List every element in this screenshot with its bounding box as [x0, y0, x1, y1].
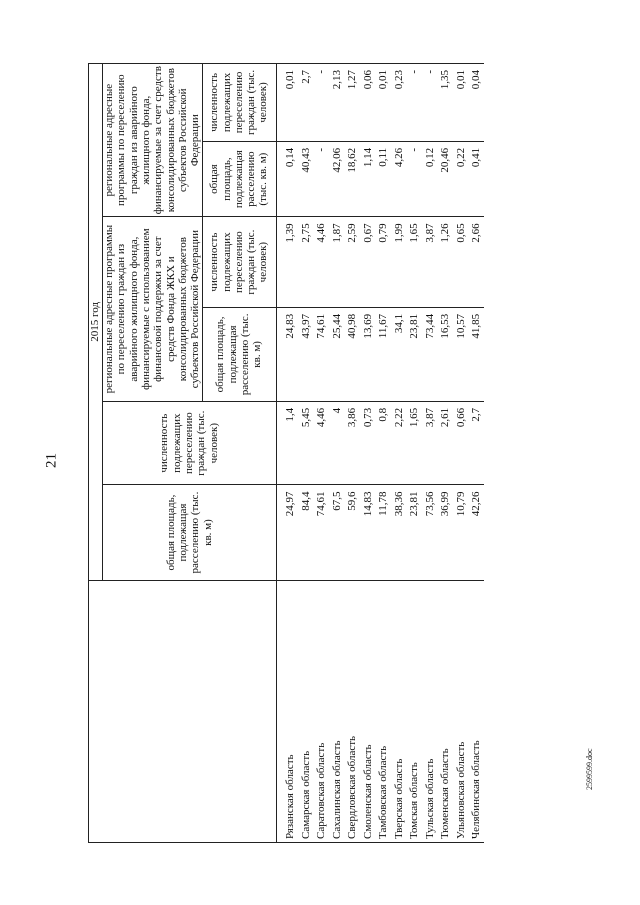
fund-area-cell: 25,44: [329, 307, 345, 401]
budget-people-cell: 0,23: [391, 64, 407, 142]
fund-people-cell: 0,67: [360, 217, 376, 308]
total-area-cell: 74,61: [314, 485, 330, 580]
page-number: 21: [43, 453, 60, 468]
fund-area-cell: 24,83: [276, 307, 298, 401]
fund-area-cell: 73,44: [422, 307, 438, 401]
region-name: Свердловская область: [345, 580, 361, 842]
fund-people-cell: 1,87: [329, 217, 345, 308]
region-name: Ульяновская область: [453, 580, 469, 842]
table-row: [329, 64, 345, 843]
total-area-cell: 67,5: [329, 485, 345, 580]
fund-people-cell: 0,65: [453, 217, 469, 308]
total-area-cell: 10,79: [453, 485, 469, 580]
table-row: [453, 64, 469, 843]
total-area-cell: 11,78: [376, 485, 392, 580]
total-area-cell: 36,99: [438, 485, 454, 580]
fund-area-cell: 43,97: [298, 307, 314, 401]
total-people-cell: 5,45: [298, 401, 314, 485]
fund-area-cell: 74,61: [314, 307, 330, 401]
region-name: Тульская область: [422, 580, 438, 842]
fund-area-cell: 10,57: [453, 307, 469, 401]
budget-people-cell: 0,01: [376, 64, 392, 142]
table-row: [391, 64, 407, 843]
fund-area-cell: 40,98: [345, 307, 361, 401]
region-name: Тверская область: [391, 580, 407, 842]
table-row: [407, 64, 423, 843]
fund-people-cell: 1,99: [391, 217, 407, 308]
budget-area-cell: 18,62: [345, 141, 361, 216]
table-row: [276, 64, 298, 843]
period-header: 2015 год: [89, 64, 103, 581]
total-people-cell: 0,8: [376, 401, 392, 485]
total-people-cell: 2,22: [391, 401, 407, 485]
budget-people-cell: 2,7: [298, 64, 314, 142]
fund-people-cell: 2,59: [345, 217, 361, 308]
region-name: Рязанская область: [276, 580, 298, 842]
budget-people-cell: 0,04: [469, 64, 485, 142]
fund-people-cell: 1,26: [438, 217, 454, 308]
budget-people-cell: 0,01: [276, 64, 298, 142]
fund-area-cell: 41,85: [469, 307, 485, 401]
total-people-cell: 0,66: [453, 401, 469, 485]
total-people-cell: 3,86: [345, 401, 361, 485]
total-people-cell: 0,73: [360, 401, 376, 485]
total-area-cell: 24,97: [276, 485, 298, 580]
budget-people-cell: 0,06: [360, 64, 376, 142]
fund-people-cell: 1,39: [276, 217, 298, 308]
budget-area-cell: 42,06: [329, 141, 345, 216]
budget-people-cell: 0,01: [453, 64, 469, 142]
fund-people-cell: 2,66: [469, 217, 485, 308]
table-row: [314, 64, 330, 843]
budget-area-cell: 1,14: [360, 141, 376, 216]
fund-people-header: численность подлежащих переселению граждан (тыс. человек): [202, 217, 276, 308]
fund-people-cell: 1,65: [407, 217, 423, 308]
total-area-cell: 38,36: [391, 485, 407, 580]
budget-people-cell: -: [407, 64, 423, 142]
table-header: [89, 64, 277, 843]
region-name: Саратовская область: [314, 580, 330, 842]
total-area-cell: 73,56: [422, 485, 438, 580]
budget-area-cell: 0,11: [376, 141, 392, 216]
fund-area-cell: 13,69: [360, 307, 376, 401]
budget-area-cell: -: [314, 141, 330, 216]
budget-area-cell: 0,14: [276, 141, 298, 216]
budget-people-cell: -: [422, 64, 438, 142]
total-people-cell: 4,46: [314, 401, 330, 485]
total-people-cell: 2,7: [469, 401, 485, 485]
fund-people-cell: 3,87: [422, 217, 438, 308]
region-name: Тюменская область: [438, 580, 454, 842]
region-name: Самарская область: [298, 580, 314, 842]
table-row: [298, 64, 314, 843]
fund-programs-header: региональные адресные программы по переселению граждан из аварийного жилищного фонда, финансируемые с использованием финансовой поддержки за счет средств Фонда ЖКХ и консолидированных бюджетов субъектов Российской Федерации: [103, 217, 203, 402]
total-people-cell: 1,4: [276, 401, 298, 485]
total-area-cell: 23,81: [407, 485, 423, 580]
region-name: Смоленская область: [360, 580, 376, 842]
total-people-cell: 4: [329, 401, 345, 485]
total-people-cell: 1,65: [407, 401, 423, 485]
region-name: Челябинская область: [469, 580, 485, 842]
total-people-cell: 3,87: [422, 401, 438, 485]
budget-area-cell: -: [407, 141, 423, 216]
fund-area-header: общая площадь, подлежащая расселению (тыс. кв. м): [202, 307, 276, 401]
budget-people-header: численность подлежащих переселению граждан (тыс. человек): [202, 64, 276, 142]
budget-programs-header: региональные адресные программы по переселению граждан из аварийного жилищного фонда, финансируемые за счет средств консолидированных бюджетов субъектов Российской Федерации: [103, 64, 203, 217]
resettlement-table: [88, 63, 484, 843]
total-area-cell: 84,4: [298, 485, 314, 580]
total-people-cell: 2,61: [438, 401, 454, 485]
budget-area-cell: 40,43: [298, 141, 314, 216]
table-row: [438, 64, 454, 843]
region-name: Тамбовская область: [376, 580, 392, 842]
table-row: [360, 64, 376, 843]
rotated-table-container: [88, 63, 483, 843]
fund-people-cell: 2,75: [298, 217, 314, 308]
table-row: [469, 64, 485, 843]
total-area-cell: 59,6: [345, 485, 361, 580]
fund-area-cell: 34,1: [391, 307, 407, 401]
budget-area-cell: 20,46: [438, 141, 454, 216]
budget-people-cell: -: [314, 64, 330, 142]
budget-area-cell: 0,22: [453, 141, 469, 216]
budget-area-cell: 0,12: [422, 141, 438, 216]
fund-people-cell: 0,79: [376, 217, 392, 308]
budget-people-cell: 2,13: [329, 64, 345, 142]
fund-area-cell: 23,81: [407, 307, 423, 401]
region-header-blank: [89, 580, 277, 842]
table-body: [276, 64, 484, 843]
table-row: [345, 64, 361, 843]
total-area-header: общая площадь, подлежащая расселению (тыс. кв. м): [103, 485, 277, 580]
fund-area-cell: 11,67: [376, 307, 392, 401]
budget-area-cell: 0,41: [469, 141, 485, 216]
total-people-header: численность подлежащих переселению граждан (тыс. человек): [103, 401, 277, 485]
region-name: Томская область: [407, 580, 423, 842]
total-area-cell: 14,83: [360, 485, 376, 580]
total-area-cell: 42,26: [469, 485, 485, 580]
table-row: [376, 64, 392, 843]
region-name: Сахалинская область: [329, 580, 345, 842]
budget-people-cell: 1,27: [345, 64, 361, 142]
fund-people-cell: 4,46: [314, 217, 330, 308]
budget-people-cell: 1,35: [438, 64, 454, 142]
fund-area-cell: 16,53: [438, 307, 454, 401]
budget-area-cell: 4,26: [391, 141, 407, 216]
document-reference: 2599599.doc: [585, 748, 594, 790]
budget-area-header: общая площадь, подлежащая расселению (тыс. кв. м): [202, 141, 276, 216]
table-row: [422, 64, 438, 843]
